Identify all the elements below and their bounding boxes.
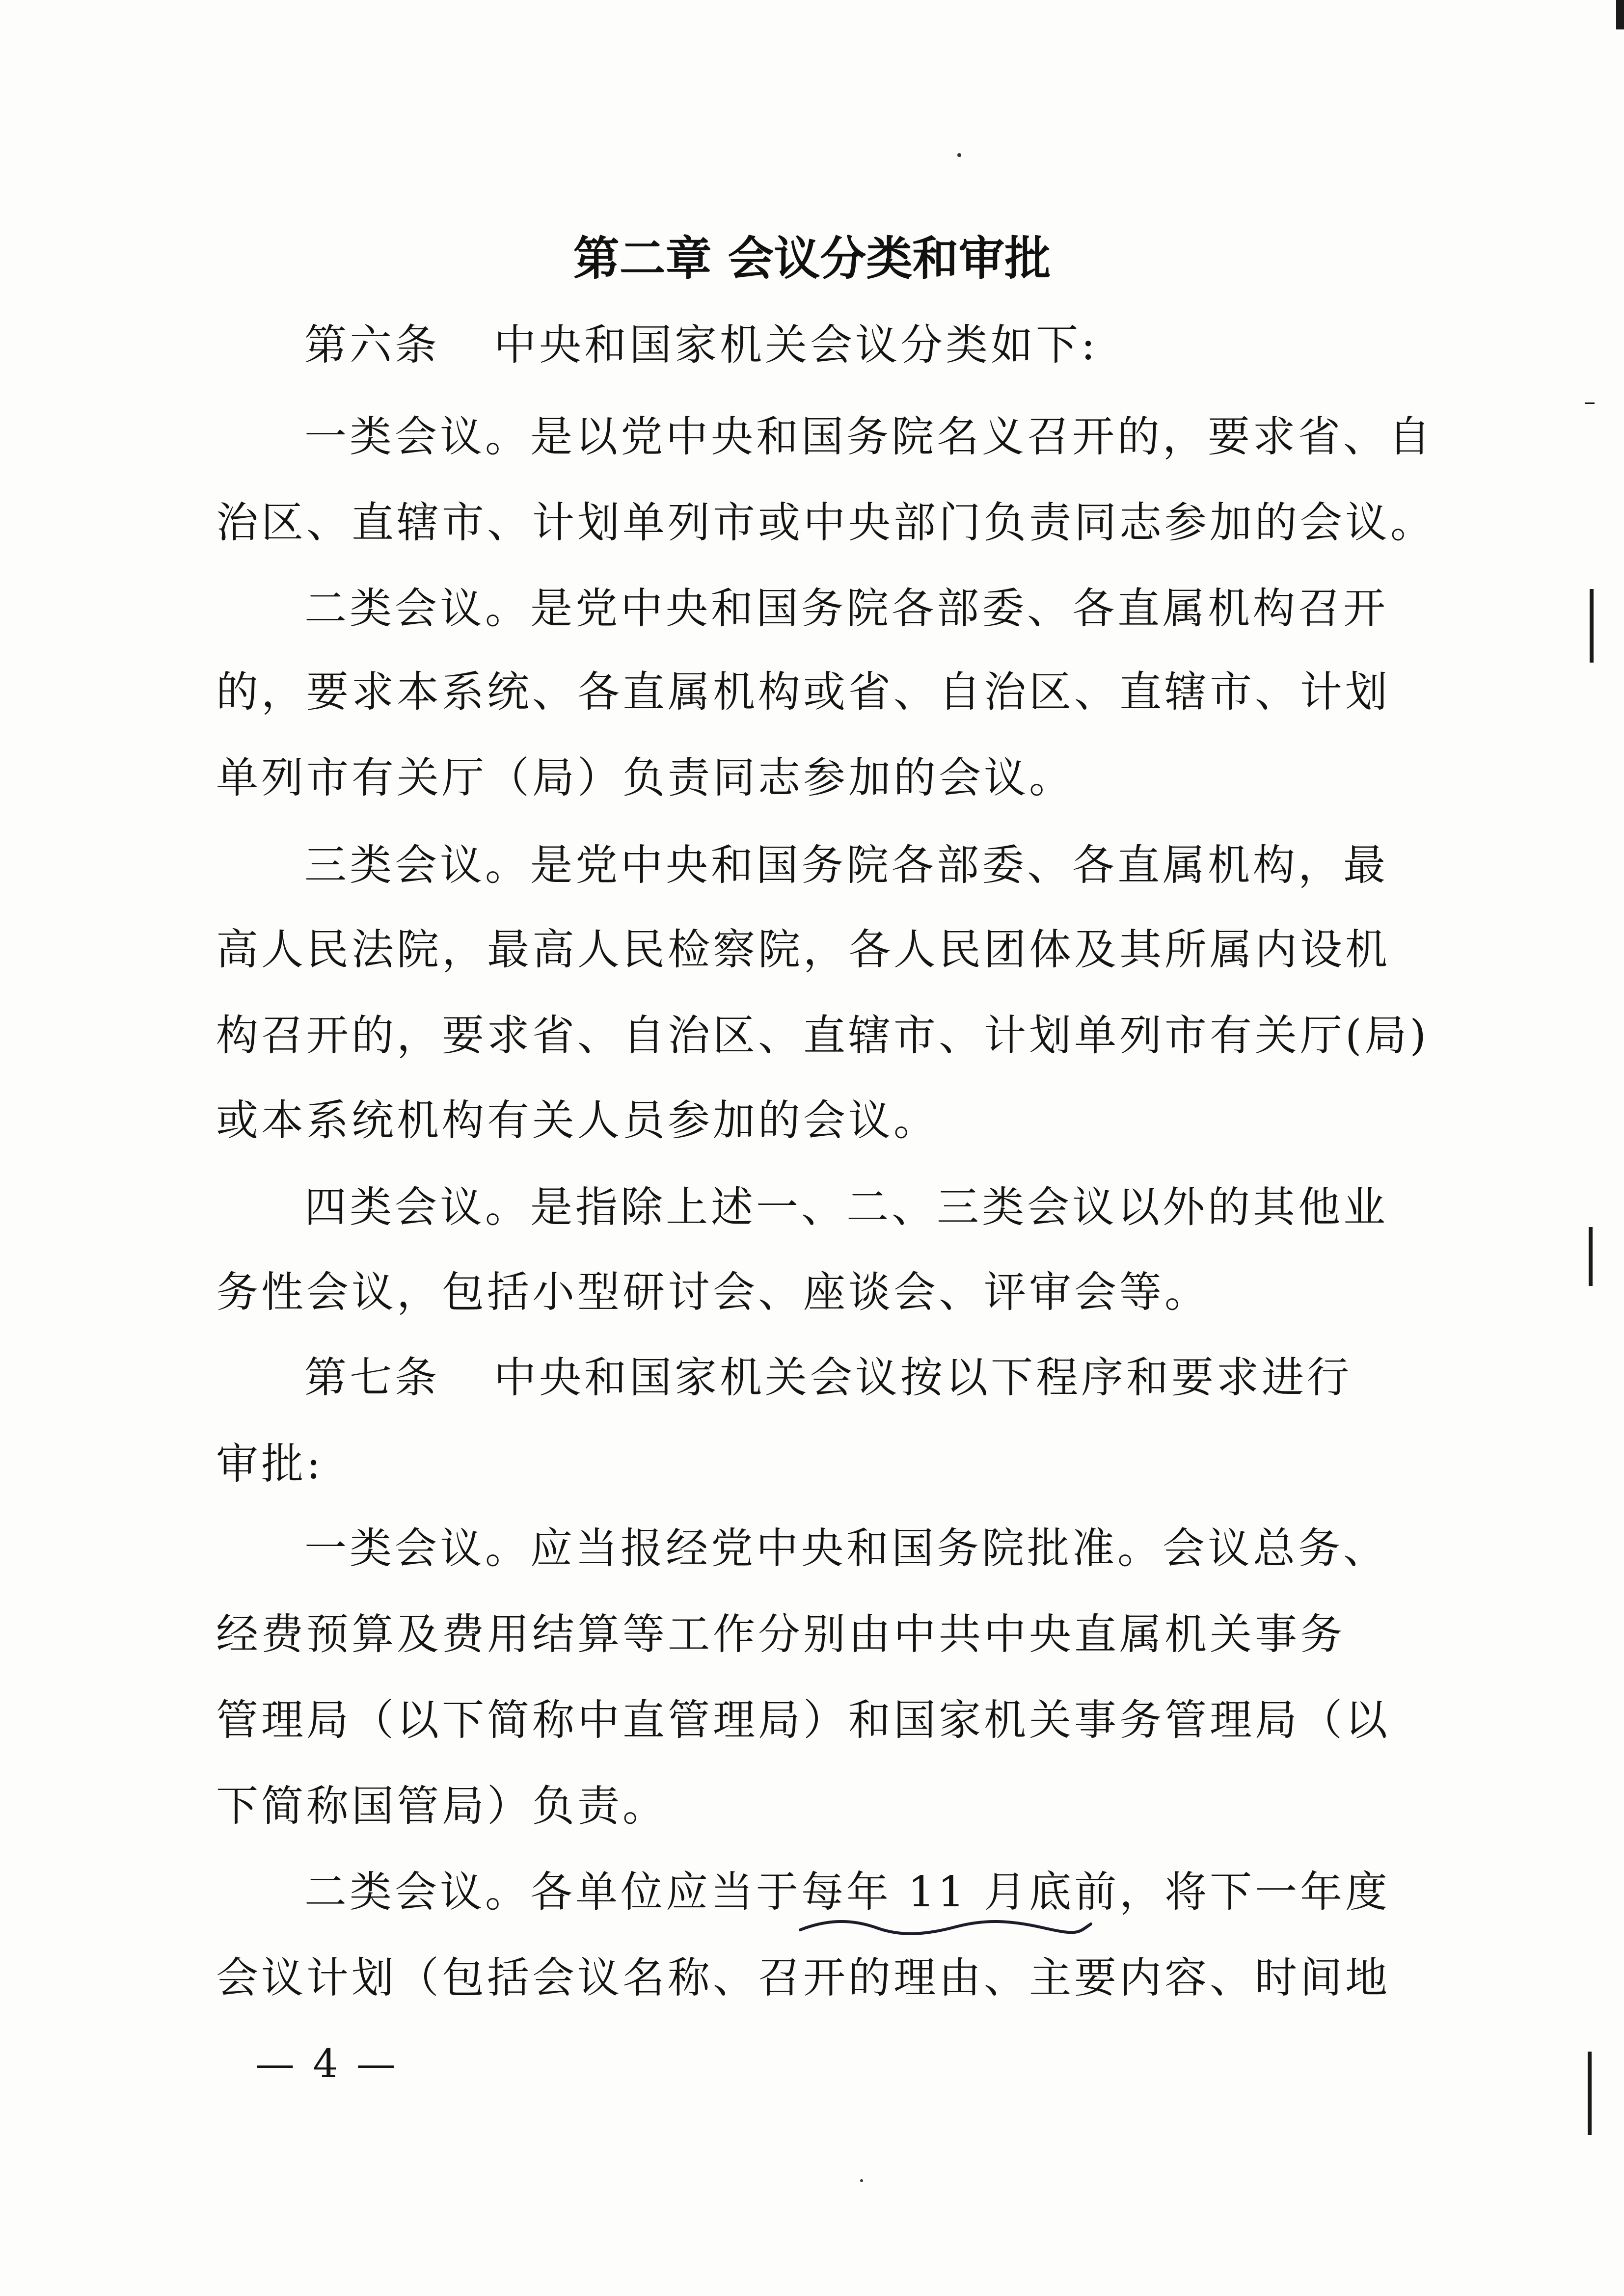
handwritten-wavy-underline: [798, 1915, 1093, 1938]
page-number: — 4 —: [255, 2041, 399, 2086]
class-2-line-3: 单列市有关厅（局）负责同志参加的会议。: [216, 753, 1074, 802]
approval-2-text-before: 二类会议。各单位应当于: [304, 1868, 801, 1917]
approval-2-line-1: [304, 1865, 1391, 1919]
article-7-line-2: 审批:: [216, 1440, 324, 1489]
scan-edge-mark-right-4: [1585, 402, 1595, 404]
approval-2-text-after: ，将下一年度: [1119, 1868, 1391, 1917]
class-1-line-1: 一类会议。是以党中央和国务院名义召开的，要求省、自: [304, 412, 1434, 461]
scan-edge-mark-top: [1616, 0, 1624, 29]
scan-edge-mark-right-3: [1588, 2052, 1592, 2135]
article-7-line-1: [304, 1351, 1352, 1405]
approval-1-line-2: 经费预算及费用结算等工作分别由中共中央直属机关事务: [216, 1610, 1345, 1659]
class-2-line-1: 二类会议。是党中央和国务院各部委、各直属机构召开: [304, 584, 1388, 633]
scan-dot-bottom: [860, 2179, 863, 2182]
article-6-heading: 第六条: [304, 320, 440, 370]
chapter-title: 第二章 会议分类和审批: [573, 232, 1051, 286]
class-3-line-1: 三类会议。是党中央和国务院各部委、各直属机构，最: [304, 841, 1388, 890]
scan-edge-mark-right-1: [1590, 589, 1594, 663]
class-2-line-2: 的，要求本系统、各直属机构或省、自治区、直辖市、计划: [216, 667, 1390, 717]
class-1-line-2: 治区、直辖市、计划单列市或中央部门负责同志参加的会议。: [216, 498, 1435, 547]
approval-1-line-4: 下简称国管局）负责。: [216, 1782, 668, 1831]
class-4-line-2: 务性会议，包括小型研讨会、座谈会、评审会等。: [216, 1268, 1210, 1317]
article-6-line: [304, 318, 1345, 372]
article-6-text: 中央和国家机关会议分类如下:: [494, 320, 1098, 370]
approval-1-line-1: 一类会议。应当报经党中央和国务院批准。会议总务、: [304, 1524, 1388, 1573]
underlined-deadline-text: 每年 11 月底前: [801, 1868, 1120, 1917]
approval-1-line-3: 管理局（以下简称中直管理局）和国家机关事务管理局（以: [216, 1696, 1390, 1745]
scan-dot-top: [957, 153, 961, 157]
approval-2-line-2: 会议计划（包括会议名称、召开的理由、主要内容、时间地: [216, 1953, 1390, 2002]
class-3-line-4: 或本系统机构有关人员参加的会议。: [216, 1096, 939, 1145]
article-7-text: 中央和国家机关会议按以下程序和要求进行: [494, 1353, 1352, 1402]
class-4-line-1: 四类会议。是指除上述一、二、三类会议以外的其他业: [304, 1183, 1388, 1232]
class-3-line-2: 高人民法院，最高人民检察院，各人民团体及其所属内设机: [216, 925, 1390, 974]
handwritten-underlined-phrase: [801, 1865, 1119, 1919]
article-7-heading: 第七条: [304, 1353, 440, 1402]
scan-edge-mark-right-2: [1589, 1227, 1593, 1286]
class-3-line-3: 构召开的，要求省、自治区、直辖市、计划单列市有关厅(局): [216, 1011, 1430, 1060]
